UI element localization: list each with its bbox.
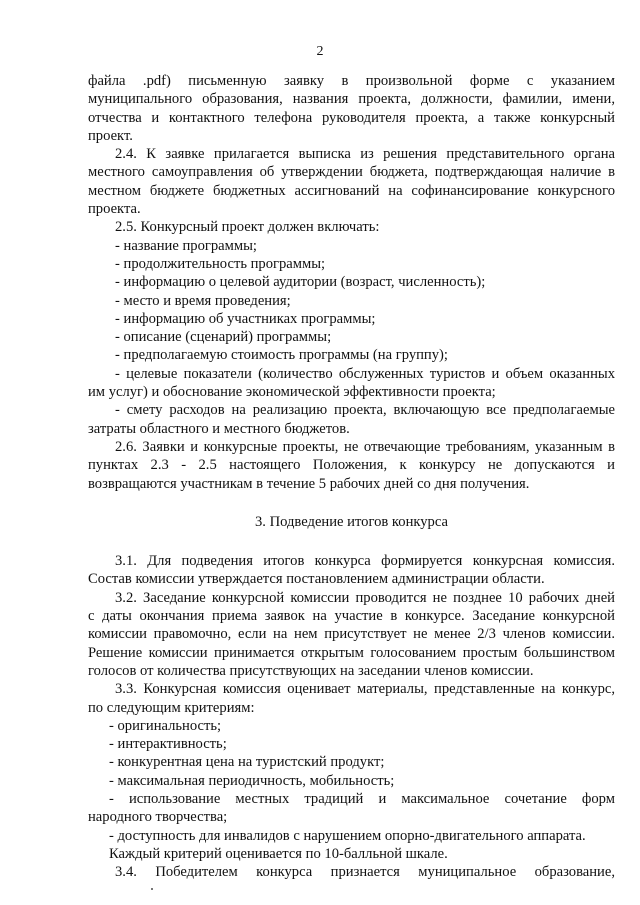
text-line: файла .pdf) письменную заявку в произвольной форме с указанием (88, 73, 615, 89)
list-item: - максимальная периодичность, мобильность; (109, 772, 395, 789)
list-item: - информацию о целевой аудитории (возраст, численность); (115, 274, 486, 291)
text-line: возвращаются участникам в течение 5 рабочих дней со дня получения. (88, 475, 530, 492)
text-line: голосов от количества присутствующих на заседании членов комиссии. (88, 662, 534, 679)
list-item: - доступность для инвалидов с нарушением опорно-двигательного аппарата. (109, 827, 586, 844)
text-line: местном бюджете бюджетных ассигнований на софинансирование конкурсного (88, 182, 615, 199)
list-item: - предполагаемую стоимость программы (на группу); (115, 347, 448, 364)
list-item: - информацию об участниках программы; (115, 310, 376, 327)
list-item: - описание (сценарий) программы; (115, 329, 332, 346)
text-line: Состав комиссии утверждается постановлением администрации области. (88, 571, 545, 588)
text-line: 3.4. Победителем конкурса признается муниципальное образование, (115, 864, 615, 881)
list-item: - смету расходов на реализацию проекта, включающую все предполагаемые (115, 402, 615, 419)
list-item: - использование местных традиций и максимальное сочетание форм (109, 790, 615, 807)
text-line: 2.4. К заявке прилагается выписка из решения представительного органа (115, 146, 615, 163)
text-line: 3.3. Конкурсная комиссия оценивает материалы, представленные на конкурс, (115, 681, 615, 698)
text-line: отчества и контактного телефона руководителя проекта, а также конкурсный (88, 109, 615, 126)
section-heading: 3. Подведение итогов конкурса (255, 513, 448, 530)
list-item: - оригинальность; (109, 717, 222, 734)
list-item: - продолжительность программы; (115, 255, 326, 272)
text-line: Решение комиссии принимается открытым голосованием простым большинством (88, 644, 615, 661)
text-line: 2.6. Заявки и конкурсные проекты, не отвечающие требованиям, указанным в (115, 438, 615, 455)
text-line: Каждый критерий оценивается по 10-балльной шкале. (109, 845, 448, 862)
list-item: - интерактивность; (109, 736, 227, 753)
text-line: затраты областного и местного бюджетов. (88, 420, 350, 437)
list-item: - конкурентная цена на туристский продукт; (109, 754, 385, 771)
text-line: проекта. (88, 201, 141, 218)
scan-speck (151, 888, 153, 890)
text-line: 2.5. Конкурсный проект должен включать: (115, 219, 380, 236)
text-line: муниципального образования, названия проекта, должности, фамилии, имени, (88, 91, 615, 108)
text-line: с даты окончания приема заявок на участие в конкурсе. Заседание конкурсной (88, 608, 615, 625)
document-body (88, 72, 615, 881)
list-item: - название программы; (115, 237, 257, 254)
text-line: им услуг) и обоснование экономической эффективности проекта; (88, 384, 496, 401)
list-item: - место и время проведения; (115, 292, 291, 309)
text-line: народного творчества; (88, 809, 228, 826)
text-line: 3.1. Для подведения итогов конкурса формируется конкурсная комиссия. (115, 553, 615, 570)
text-line: 3.2. Заседание конкурсной комиссии проводится не позднее 10 рабочих дней (115, 589, 615, 606)
text-line: проект. (88, 127, 133, 144)
text-line: местного самоуправления об утверждении бюджета, подтверждающая наличие в (88, 164, 615, 181)
text-line: по следующим критериям: (88, 699, 255, 716)
text-line: пунктах 2.3 - 2.5 настоящего Положения, к конкурсу не допускаются и (88, 457, 615, 474)
list-item: - целевые показатели (количество обслуженных туристов и объем оказанных (115, 365, 615, 382)
page-number: 2 (316, 44, 324, 59)
text-line: комиссии правомочно, если на нем присутствует не менее 2/3 членов комиссии. (88, 626, 615, 643)
